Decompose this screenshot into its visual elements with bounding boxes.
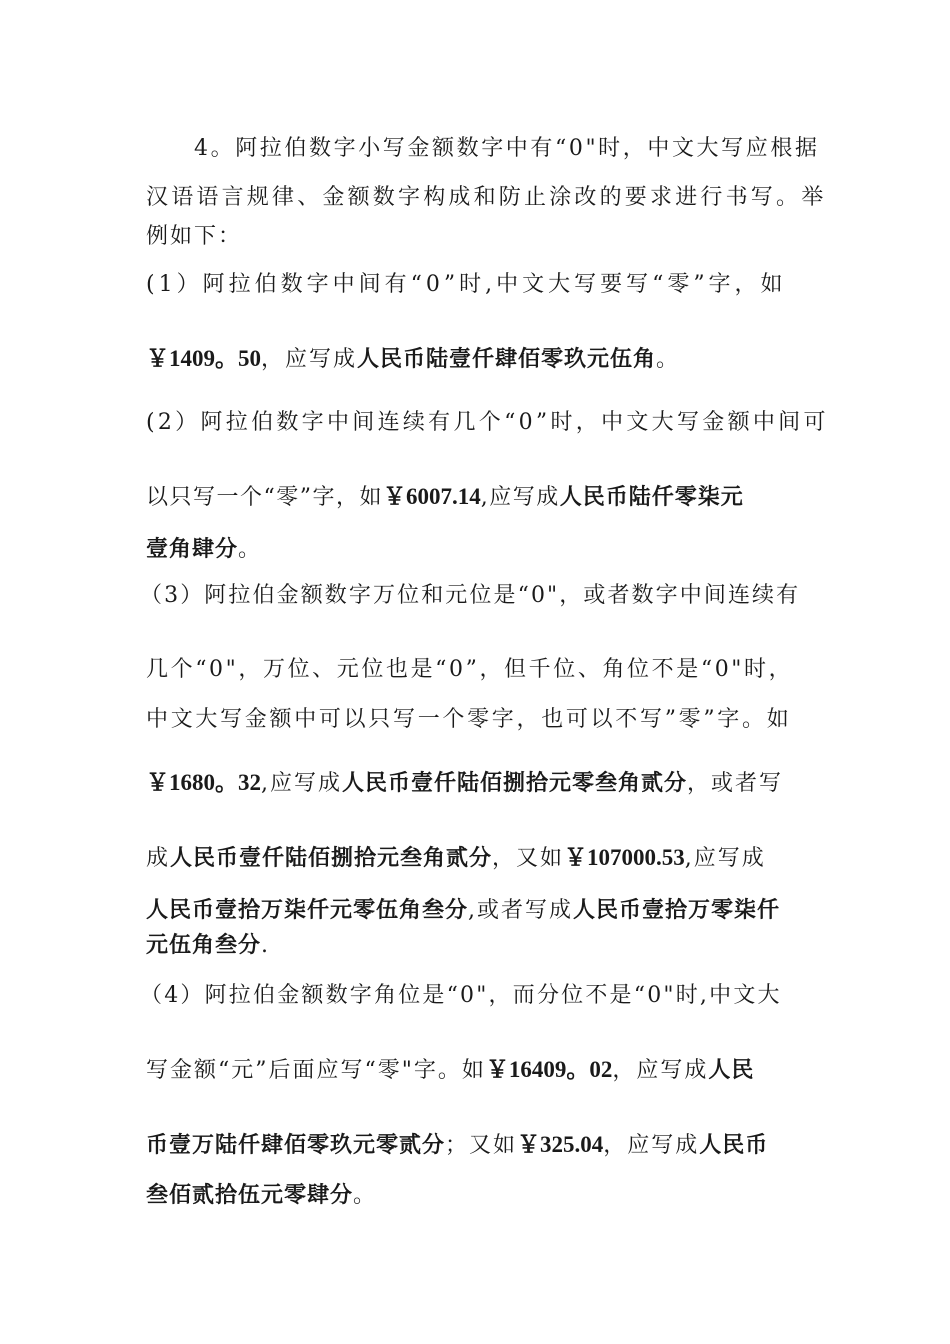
example-3-line-2: 几个“0"，万位、元位也是“0”，但千位、角位不是“0"时， bbox=[146, 657, 794, 682]
connector-text: ,或者写成 bbox=[468, 898, 574, 923]
example-2-line-2 bbox=[146, 482, 806, 513]
example-1-line-2 bbox=[146, 344, 806, 375]
example-2-text: 以只写一个“零”字，如 bbox=[146, 485, 383, 510]
example-4-text: 写金额“元”后面应写“零"字。如 bbox=[146, 1058, 486, 1083]
amount-in-words: 叁佰贰拾伍元零肆分 bbox=[146, 1182, 354, 1208]
amount-in-words: 人民币陆壹仟肆佰零玖元伍角 bbox=[357, 346, 657, 372]
example-3-line-7 bbox=[146, 930, 806, 961]
connector-text: ，应写成 bbox=[612, 1058, 709, 1083]
example-3-line-3: 中文大写金额中可以只写一个零字，也可以不写”零”字。如 bbox=[146, 707, 792, 732]
example-3-line-5 bbox=[146, 843, 806, 874]
example-4-line-2 bbox=[146, 1055, 806, 1086]
example-2-line-3 bbox=[146, 534, 806, 565]
amount-in-words: 人民 bbox=[708, 1057, 755, 1083]
example-1-line-1: (1）阿拉伯数字中间有“0”时,中文大写要写“零”字，如 bbox=[146, 272, 787, 297]
amount-figure: ￥6007.14 bbox=[383, 484, 481, 509]
amount-figure: ￥325.04 bbox=[517, 1132, 604, 1157]
amount-in-words: 人民币壹拾万柒仟元零伍角叁分 bbox=[146, 897, 469, 923]
amount-in-words: 人民币陆仟零柒元 bbox=[559, 484, 744, 510]
amount-figure: ￥107000.53 bbox=[564, 845, 685, 870]
connector-text: ，或者写 bbox=[687, 771, 784, 796]
connector-text: ；又如 bbox=[445, 1133, 518, 1158]
para-4-line-2: 汉语语言规律、金额数字构成和防止涂改的要求进行书写。举 bbox=[146, 185, 827, 210]
amount-in-words: 人民币壹仟陆佰捌拾元零叁角贰分 bbox=[342, 770, 688, 796]
amount-in-words: 人民币壹拾万零柒仟 bbox=[573, 897, 781, 923]
amount-in-words: 币壹万陆仟肆佰零玖元零贰分 bbox=[146, 1132, 446, 1158]
punctuation: 。 bbox=[353, 1183, 378, 1208]
example-2-line-1: (2）阿拉伯数字中间连续有几个“0”时，中文大写金额中间可 bbox=[146, 410, 829, 435]
example-3-line-6 bbox=[146, 895, 806, 926]
amount-in-words: 壹角肆分 bbox=[146, 536, 239, 562]
example-4-line-4 bbox=[146, 1180, 806, 1211]
example-3-line-1: （3）阿拉伯金额数字万位和元位是“0"，或者数字中间连续有 bbox=[140, 583, 801, 608]
connector-text: ，应写成 bbox=[603, 1133, 700, 1158]
example-3-line-4 bbox=[146, 768, 806, 799]
punctuation: 。 bbox=[656, 347, 681, 372]
punctuation: 。 bbox=[238, 537, 263, 562]
amount-in-words: 元伍角叁分 bbox=[146, 932, 262, 958]
connector-text: 成 bbox=[146, 846, 171, 871]
connector-text: ，应写成 bbox=[261, 347, 358, 372]
amount-figure: ￥16409。02 bbox=[485, 1057, 613, 1082]
punctuation: . bbox=[261, 933, 271, 958]
para-4-line-1: 4。阿拉伯数字小写金额数字中有“0"时，中文大写应根据 bbox=[194, 136, 820, 161]
example-4-line-1: （4）阿拉伯金额数字角位是“0"，而分位不是“0"时,中文大 bbox=[140, 983, 782, 1008]
amount-in-words: 人民币壹仟陆佰捌拾元叁角贰分 bbox=[170, 845, 493, 871]
example-4-line-3 bbox=[146, 1130, 806, 1161]
amount-figure: ￥1680。32 bbox=[146, 770, 261, 795]
amount-figure: ￥1409。50 bbox=[146, 346, 261, 371]
connector-text: ,应写成 bbox=[261, 771, 342, 796]
connector-text: ,应写成 bbox=[480, 485, 560, 510]
para-4-line-3: 例如下： bbox=[146, 224, 243, 249]
connector-text: ，又如 bbox=[492, 846, 565, 871]
amount-in-words: 人民币 bbox=[699, 1132, 769, 1158]
connector-text: ,应写成 bbox=[684, 846, 766, 871]
